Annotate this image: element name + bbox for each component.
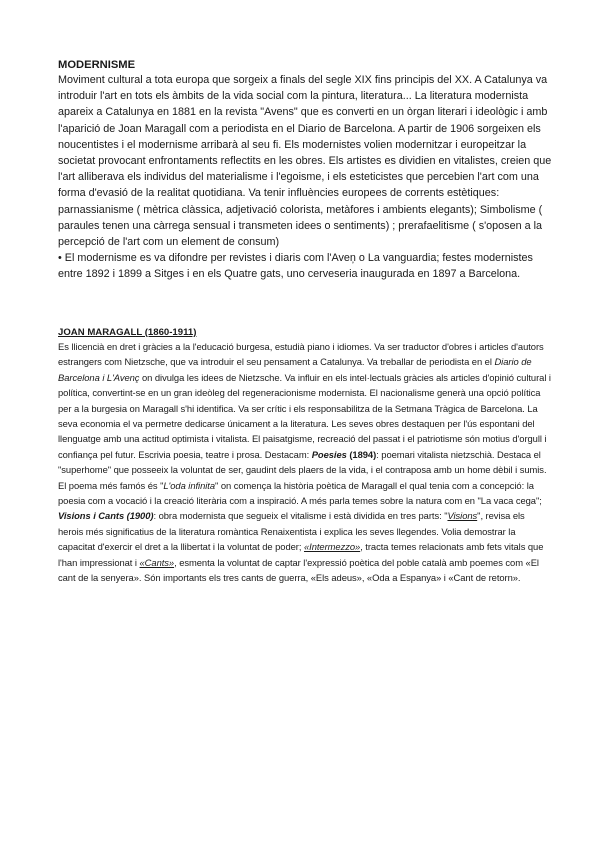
modernisme-section	[58, 58, 552, 283]
text-run: : poemari vitalista nietzschià. Destaca el "superhome" que posseeix la voluntat de ser, gaudint dels plaers de la vida, i el contraposa amb un home dèbil i sumis. El poema més famós és "	[58, 448, 547, 491]
text-run: : obra modernista que segueix el vitalisme i està dividida en tres parts: "	[153, 510, 448, 522]
underlined-italic-run: Visions	[447, 510, 478, 522]
maragall-title: JOAN MARAGALL (1860-1911)	[58, 327, 197, 338]
underlined-italic-run: «Cants»	[139, 556, 175, 568]
bold-run: (1894)	[349, 448, 377, 460]
italic-run: L'oda infinita	[163, 479, 216, 491]
maragall-paragraph	[58, 339, 552, 586]
bold-italic-run: Visions i Cants (1900)	[58, 510, 154, 522]
maragall-section	[58, 326, 552, 586]
text-run: " on comença la història poètica de Maragall el qual tenia com a concepció: la poesia com a vocació i la creació literària com a inspiració. A més parla temes sobre la natura com en "La vaca cega";	[58, 479, 542, 507]
italic-run: Diario de Barcelona i L'Avenç	[58, 356, 532, 383]
modernisme-bullet: • El modernisme es va difondre per revistes i diaris com l'Aveņ o La vanguardia; festes modernistes entre 1892 i 1899 a Sitges i en els Quatre gats, uno cerveseria inaugurada en 1897 a Barcelona.	[58, 252, 533, 281]
modernisme-paragraph: Moviment cultural a tota europa que sorgeix a finals del segle XIX fins principis del XX. A Catalunya va introduir l'art en tots els àmbits de la vida social com la pintura, literatura... La literatura modernista apareix a Catalunya en 1881 en la revista "Avens" que es converti en un òrgan literari i ideològic i amb l'aparició de Joan Maragall com a periodista en el Diario de Barcelona. A partir de 1906 sorgeixen els noucentistes i el modernisme arribarà al seu fi. Els modernistes volien modernitzar i europeitzar la societat provocant enfrontaments reflectits en les obres. Els artistes es dividien en vitalistes, creien que l'art alliberava els individus del materialisme i l'egoisme, i els esteticistes que percebien l'art com una forma d'evasió de la realitat quotidiana. Va tenir influències europees de corrents estètiques: parnassianisme ( mètrica clàssica, adjetivació colorista, metàfores i ambients elegants); Simbolisme ( paraules tenen una càrrega sensual i transmeten idees o sentiments) ; prerafaelitisme ( s'oposen a la percepció de l'art com un element de consum)	[58, 74, 552, 249]
text-run: Es llicencià en dret i gràcies a la l'educació burgesa, estudià piano i idiomes. Va ser traductor d'obres i articles d'autors estrangers com Nietzsche, que va introduir el seu pensament a Catalunya. Va treballar de periodista en el	[58, 341, 544, 368]
text-run: ", revisa els herois més significatius de la literatura romàntica Renaixentista i explica les seves llegendes. Volia demostrar la capacitat d'exercir el dret a la llibertat i la voluntat de poder;	[58, 510, 525, 553]
bold-italic-run: Poesies	[311, 448, 347, 460]
text-run: , tracta temes relacionats amb fets vitals que l'han impressionat i	[58, 541, 544, 568]
modernisme-title: MODERNISME	[58, 59, 136, 71]
text-run: , esmenta la voluntat de captar l'expressió poètica del poble català amb poemes com «El cant de la senyera». Són importants els tres cants de guerra, «Els adeus», «Oda a Espanya» i «Cant de retorn».	[58, 556, 539, 584]
underlined-italic-run: «Intermezzo»	[303, 541, 361, 553]
text-run: on divulga les idees de Nietzsche. Va influir en els intel·lectuals gràcies als articles d'opinió cultural i política, convertint-se en un gran ideòleg del regeneracionisme modernista. El nacionalisme generà una opció política per a la burgesia on Maragall s'hi identifica. Va ser crític i els responsabilitza de la Setmana Tràgica de Barcelona. La seva economia el va permetre dedicarse únicament a la literatura. Les seves obres destaquen per l'ús espontani del llenguatge amb una actitud optimista i vitalista. El paisatgisme, recreació del passat i el patriotisme són motius d'orgull i confiança pel futur. Escrivia poesia, teatre i prosa. Destacam:	[58, 371, 551, 460]
